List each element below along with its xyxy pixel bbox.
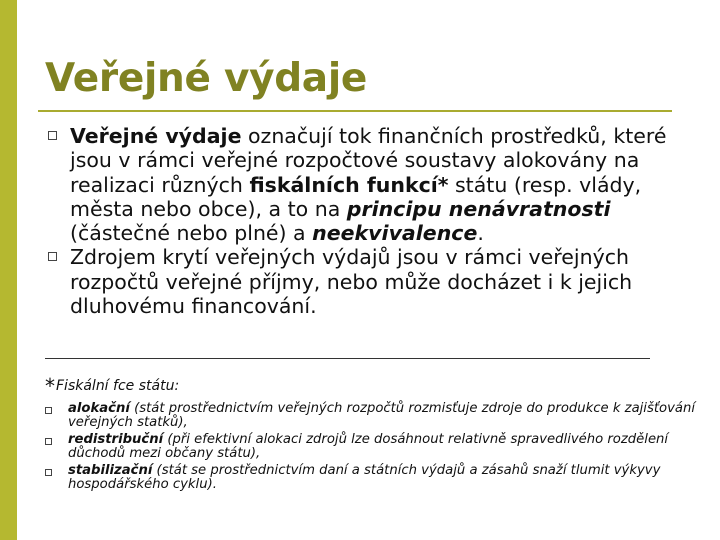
square-bullet-icon <box>45 469 52 476</box>
footnote-list <box>45 402 695 496</box>
bullet-text: (částečné nebo plné) a <box>70 221 313 246</box>
footnote-term: redistribuční <box>68 432 164 448</box>
bullet-text: Zdrojem krytí veřejných výdajů jsou v rámci veřejných rozpočtů veřejné příjmy, nebo může docházet i k jejich dluhovému financování. <box>70 245 633 319</box>
bullet-item-definition <box>48 124 698 245</box>
term-neekvivalence: neekvivalence <box>312 221 478 246</box>
bullet-text: . <box>477 221 484 246</box>
term-princip-nenavratnosti: principu nenávratnosti <box>346 196 611 221</box>
footnote-item-redistribucni <box>45 433 695 460</box>
term-verejne-vydaje: Veřejné výdaje <box>70 124 242 148</box>
footnote-item-stabilizacni <box>45 464 695 491</box>
term-fiskalni-funkce: fiskálních funkcí* <box>249 172 449 197</box>
footnote-text: (stát se prostřednictvím daní a státních výdajů a zásahů snaží tlumit výkyvy hospodářského cyklu). <box>68 463 661 492</box>
footnote-term: stabilizační <box>68 463 153 479</box>
bullet-text: státu (resp. vlády, města nebo obce), a to na <box>70 172 642 221</box>
square-bullet-icon <box>45 438 52 445</box>
footnote-term: alokační <box>68 401 130 416</box>
bullet-text: označují tok finančních prostředků, které jsou v rámci veřejné rozpočtové soustavy alokovány na realizaci různých <box>70 124 667 197</box>
square-bullet-icon <box>48 252 57 261</box>
square-bullet-icon <box>48 131 57 140</box>
footnote-title-text: Fiskální fce státu: <box>56 378 180 394</box>
main-bullet-list <box>48 124 698 318</box>
footnote-text: (při efektivní alokaci zdrojů lze dosáhnout relativně spravedlivého rozdělení důchodů mezi občany státu), <box>68 432 669 461</box>
slide-title: Veřejné výdaje <box>45 56 368 101</box>
left-accent-bar <box>0 0 17 540</box>
footnote-separator <box>45 358 650 359</box>
footnote-item-alokacni <box>45 402 695 429</box>
footnote-text: (stát prostřednictvím veřejných rozpočtů rozmisťuje zdroje do produkce k zajišťování veřejných statků), <box>68 401 695 430</box>
title-underline <box>38 110 672 112</box>
footnote-star: * <box>45 374 55 398</box>
footnote-title <box>45 374 179 398</box>
square-bullet-icon <box>45 407 52 414</box>
bullet-item-sources <box>48 245 698 318</box>
